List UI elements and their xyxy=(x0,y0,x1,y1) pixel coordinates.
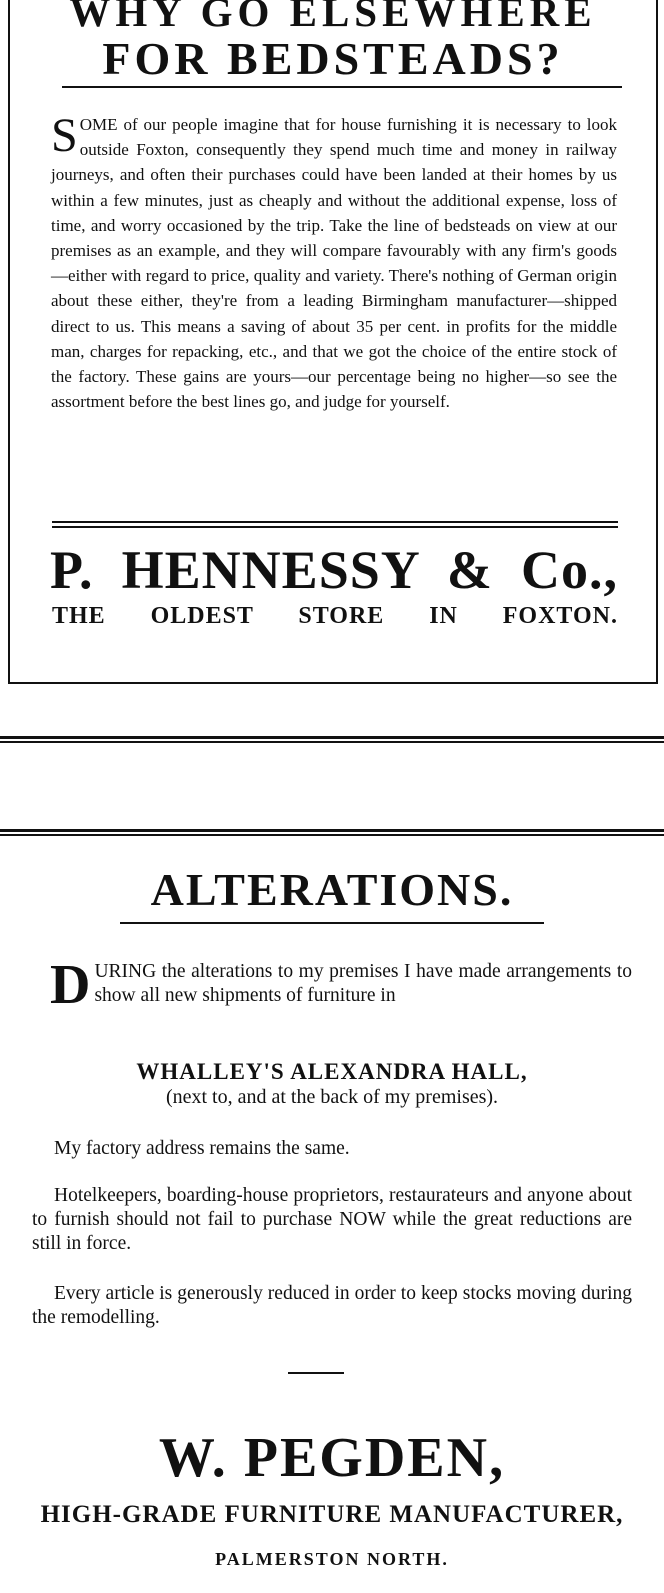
venue-note: (next to, and at the back of my premises). xyxy=(165,1086,499,1108)
ad1-body-rest: OME of our people imagine that for house furnishing it is necessary to look outside Foxton, consequently they spend much time and money in railway journeys, and often their purchases could have been landed at their homes by us within a few minutes, just as cheaply and without the additional expense, loss of time, and worry occasioned by the trip. Take the line of bedsteads on view at our premises as an example, and they will compare favourably with any firm's goods—either with regard to price, quality and variety. There's nothing of German origin about these either, they're from a leading Birmingham manufacturer—shipped direct to us. This means a saving of about 35 per cent. in profits for the middle man, charges for repacking, etc., and that we got the choice of the entire stock of the factory. These gains are yours—our percentage being no higher—so see the assortment before the best lines go, and judge for yourself. xyxy=(51,115,617,412)
column-separator xyxy=(0,741,664,743)
ad2-headline: ALTERATIONS. xyxy=(150,864,514,915)
ad2-intro-rest: URING the alterations to my premises I have made arrangements to show all new shipments of furniture in xyxy=(94,961,632,1006)
ad1-tagline: THE OLDEST STORE IN FOXTON. xyxy=(52,603,618,629)
ad1-headline-line1: WHY GO ELSEWHERE xyxy=(69,0,597,35)
ad1-headline-line2: FOR BEDSTEADS? xyxy=(102,33,564,84)
double-rule-bottom xyxy=(52,526,618,528)
headline-underline xyxy=(62,86,622,88)
double-rule-top xyxy=(52,521,618,523)
paragraph-factory: My factory address remains the same. xyxy=(54,1138,350,1159)
ad2-tagline: HIGH-GRADE FURNITURE MANUFACTURER, xyxy=(40,1501,624,1528)
paragraph-reductions: Every article is generously reduced in order to keep stocks moving during the remodelling. xyxy=(32,1283,632,1328)
column-separator xyxy=(0,736,664,739)
short-divider xyxy=(288,1372,344,1374)
drop-cap: D xyxy=(50,954,91,1016)
ad1-body-text xyxy=(51,109,617,414)
ad1-firm-name: P. HENNESSY & Co., xyxy=(50,540,618,600)
ad2-intro-text xyxy=(32,954,632,1016)
column-separator xyxy=(0,834,664,836)
ad2-town: PALMERSTON NORTH. xyxy=(215,1549,449,1569)
ad2-firm-name: W. PEGDEN, xyxy=(158,1427,506,1489)
column-separator xyxy=(0,829,664,832)
headline-underline xyxy=(120,922,544,924)
venue-name: WHALLEY'S ALEXANDRA HALL, xyxy=(136,1059,528,1084)
paragraph-hotelkeepers: Hotelkeepers, boarding-house proprietors, restaurateurs and anyone about to furnish should not fail to purchase NOW while the great reductions are still in force. xyxy=(32,1185,632,1254)
drop-cap: S xyxy=(51,109,78,162)
